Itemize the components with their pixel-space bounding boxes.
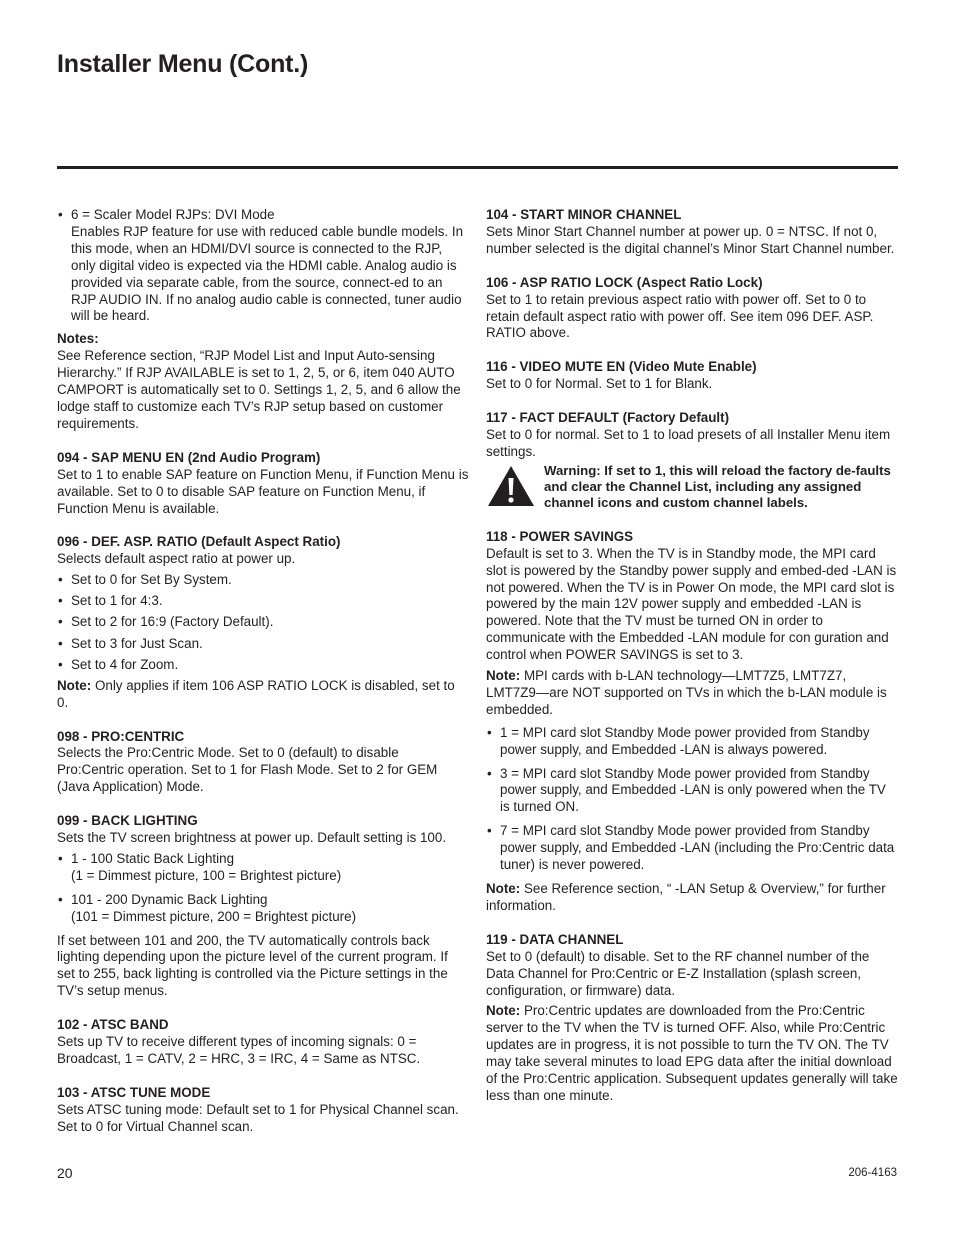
aspect-ratio-options: [57, 572, 469, 673]
note-label: Note:: [486, 881, 521, 896]
note-body: Pro:Centric updates are downloaded from the Pro:Centric server to the TV when the TV is turned OFF. Also, while Pro:Centric updates are in progress, it is not possible to turn the TV ON. The TV may take several minutes to load EPG data after the initial download of the Pro:Centric application. Subsequent updates generally will take less than one minute.: [486, 1003, 898, 1103]
note-body: See Reference section, “ -LAN Setup & Overview,” for further information.: [486, 881, 886, 913]
list-item: • Set to 2 for 16:9 (Factory Default).: [57, 614, 469, 631]
section-118: [486, 529, 898, 915]
section-102: [57, 1017, 469, 1068]
list-item: • Set to 4 for Zoom.: [57, 657, 469, 674]
section-096: [57, 534, 469, 711]
section-note: [486, 668, 898, 719]
section-body: Set to 0 for Normal. Set to 1 for Blank.: [486, 376, 713, 392]
list-item: • Set to 3 for Just Scan.: [57, 636, 469, 653]
option-label: • 1 - 100 Static Back Lighting: [71, 850, 235, 866]
list-item: [57, 207, 469, 325]
section-body: Set to 1 to enable SAP feature on Function Menu, if Function Menu is available. Set to 0 to disable SAP feature on Function Menu, if Function Menu is available.: [57, 466, 469, 516]
section-117: [486, 410, 898, 461]
section-098: [57, 729, 469, 797]
factory-default-warning: [486, 463, 898, 513]
section-116: [486, 359, 898, 393]
list-item: • Set to 0 for Set By System.: [57, 572, 469, 589]
section-body: Sets Minor Start Channel number at power up. 0 = NTSC. If not 0, number selected is the digital channel’s Minor Start Channel number.: [486, 223, 895, 256]
option-detail: (1 = Dimmest picture, 100 = Brightest picture): [71, 867, 342, 883]
section-heading: 099 - BACK LIGHTING: [57, 813, 198, 829]
section-body: Sets up TV to receive different types of incoming signals: 0 = Broadcast, 1 = CATV, 2 = HRC, 3 = IRC, 4 = Same as NTSC.: [57, 1034, 421, 1066]
section-103: [57, 1085, 469, 1136]
section-104: [486, 207, 898, 258]
rjp-mode-6-section: [57, 207, 469, 325]
section-094: [57, 450, 469, 518]
section-note: [57, 678, 469, 712]
rjp6-heading: • 6 = Scaler Model RJPs: DVI Mode: [71, 207, 275, 222]
rjp-mode-list: [57, 207, 469, 325]
warning-triangle-icon: [486, 464, 536, 513]
page-title: Installer Menu (Cont.): [57, 50, 309, 78]
section-body: Selects the Pro:Centric Mode. Set to 0 (default) to disable Pro:Centric operation. Set to 1 for Flash Mode. Set to 2 for GEM (Java Application) Mode.: [57, 745, 438, 795]
note-body: MPI cards with b-LAN technology—LMT7Z5, LMT7Z7, LMT7Z9—are NOT supported on TVs in which the b-LAN module is embedded.: [486, 668, 887, 717]
option-detail: (101 = Dimmest picture, 200 = Brightest picture): [71, 908, 357, 924]
section-119: [486, 932, 898, 1105]
notes-heading: Notes:: [57, 331, 99, 347]
section-body: Set to 1 to retain previous aspect ratio with power off. Set to 0 to retain default aspect ratio with power off. See item 096 DEF. ASP. RATIO above.: [486, 291, 874, 341]
back-lighting-options: [57, 851, 469, 926]
section-body: Sets the TV screen brightness at power up. Default setting is 100.: [57, 830, 447, 846]
section-heading: 104 - START MINOR CHANNEL: [486, 207, 682, 222]
note-body: Only applies if item 106 ASP RATIO LOCK is disabled, set to 0.: [57, 677, 455, 710]
section-note: [486, 1003, 898, 1104]
section-heading: 116 - VIDEO MUTE EN (Video Mute Enable): [486, 359, 757, 375]
right-column: [486, 207, 898, 1122]
section-heading: 118 - POWER SAVINGS: [486, 528, 634, 544]
list-item: [57, 892, 469, 926]
list-item: [57, 851, 469, 885]
section-body-continued: If set between 101 and 200, the TV automatically controls back lighting depending upon the picture level of the current program. If set to 255, back lighting is controlled via the Picture settings in the TV’s setup menus.: [57, 932, 448, 999]
list-item: • Set to 1 for 4:3.: [57, 593, 469, 610]
warning-text: Warning: If set to 1, this will reload the factory de-faults and clear the Channel List, including any assigned channel icons and custom channel labels.: [544, 462, 891, 511]
section-body: Set to 0 (default) to disable. Set to the RF channel number of the Data Channel for Pro:Centric or E-Z Installation (splash screen, configuration, or firmware) data.: [486, 948, 870, 998]
section-heading: 098 - PRO:CENTRIC: [57, 728, 185, 744]
section-body: Set to 0 for normal. Set to 1 to load presets of all Installer Menu item settings.: [486, 427, 891, 459]
option-label: • 101 - 200 Dynamic Back Lighting: [71, 891, 268, 907]
rjp6-description: Enables RJP feature for use with reduced cable bundle models. In this mode, when an HDMI/DVI source is connected to the RJP, only digital video is expected via the HDMI cable. Analog audio is provided via separate cable, from the source, connect-ed to an RJP AUDIO IN. If no analog audio cable is connected, tuner audio will be heard.: [71, 223, 464, 324]
power-savings-options: [486, 725, 898, 874]
section-heading: 117 - FACT DEFAULT (Factory Default): [486, 410, 730, 426]
section-body: Selects default aspect ratio at power up.: [57, 551, 296, 567]
section-106: [486, 275, 898, 343]
left-column: [57, 207, 469, 1153]
notes-body: See Reference section, “RJP Model List and Input Auto-sensing Hierarchy.” If RJP AVAILABLE is set to 1, 2, 5, or 6, item 040 AUTO CAMPORT is automatically set to 0. Settings 1, 2, 5, and 6 allow the lodge staff to customize each TV’s RJP setup based on customer requirements.: [57, 348, 461, 431]
section-heading: 102 - ATSC BAND: [57, 1017, 169, 1033]
page-number: 20: [57, 1165, 73, 1181]
note-label: Note:: [486, 1003, 521, 1019]
title-divider: [57, 166, 898, 169]
list-item: • 7 = MPI card slot Standby Mode power provided from Standby power supply, and Embedded -LAN (including the Pro:Centric data tuner) is never powered.: [486, 823, 898, 874]
section-heading: 103 - ATSC TUNE MODE: [57, 1084, 211, 1100]
section-body: Sets ATSC tuning mode: Default set to 1 for Physical Channel scan. Set to 0 for Virtual Channel scan.: [57, 1101, 459, 1134]
note-label: Note:: [57, 677, 92, 693]
list-item: • 3 = MPI card slot Standby Mode power provided from Standby power supply, and Embedded -LAN is only powered when the TV is turned ON.: [486, 766, 898, 817]
section-heading: 119 - DATA CHANNEL: [486, 931, 624, 947]
note-label: Note:: [486, 668, 521, 684]
notes-section: [57, 331, 469, 432]
section-heading: 096 - DEF. ASP. RATIO (Default Aspect Ratio): [57, 534, 341, 550]
section-body: Default is set to 3. When the TV is in Standby mode, the MPI card slot is powered by the Standby power supply and embed-ded -LAN is not powered. When the TV is in Power On mode, the MPI card slot is powered by the main 12V power supply and embedded -LAN is powered. Note that the TV must be turned ON in order to communicate with the Embedded -LAN module for con guration and control when POWER SAVINGS is set to 3.: [486, 545, 897, 663]
document-number: 206-4163: [848, 1167, 897, 1179]
section-heading: 094 - SAP MENU EN (2nd Audio Program): [57, 449, 321, 465]
list-item: • 1 = MPI card slot Standby Mode power provided from Standby power supply, and Embedded -LAN is always powered.: [486, 725, 898, 759]
section-note: [486, 881, 898, 915]
section-heading: 106 - ASP RATIO LOCK (Aspect Ratio Lock): [486, 274, 763, 290]
section-099: [57, 813, 469, 1000]
